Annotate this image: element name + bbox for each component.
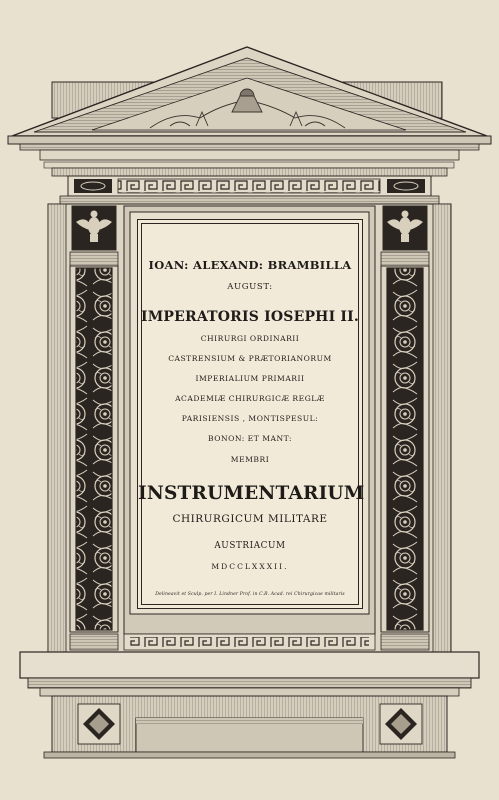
- emperor-line: IMPERATORIS IOSEPHI II.: [140, 309, 360, 325]
- dentils: [44, 162, 454, 168]
- title-line-1: CHIRURGI ORDINARII: [200, 334, 300, 343]
- region-line: AUSTRIACUM: [214, 541, 286, 551]
- title-line-6: BONON: ET MANT:: [208, 434, 292, 443]
- title-plaque: [137, 219, 363, 609]
- year-line: MDCCLXXXII.: [211, 562, 289, 571]
- author-name: IOAN: ALEXAND: BRAMBILLA: [148, 258, 352, 272]
- title-line-5: PARISIENSIS , MONTISPESUL:: [181, 414, 319, 423]
- diamond-ornament-left: [78, 704, 120, 744]
- work-title: INSTRUMENTARIUM: [138, 483, 365, 504]
- diamond-ornament-right: [380, 704, 422, 744]
- title-line-7: MEMBRI: [230, 455, 270, 464]
- title-line-2: CASTRENSIUM & PRÆTORIANORUM: [168, 354, 332, 363]
- august-label: AUGUST:: [227, 282, 273, 292]
- title-line-4: ACADEMIÆ CHIRURGICÆ REGLÆ: [175, 394, 325, 403]
- engraver-credit: Delineavit et Sculp. per I. Lindner Prof. in C.R. Acad. rei Chirurgicae militaris: [155, 592, 345, 597]
- work-subtitle: CHIRURGICUM MILITARE: [172, 513, 328, 525]
- title-line-3: IMPERIALIUM PRIMARII: [195, 374, 305, 383]
